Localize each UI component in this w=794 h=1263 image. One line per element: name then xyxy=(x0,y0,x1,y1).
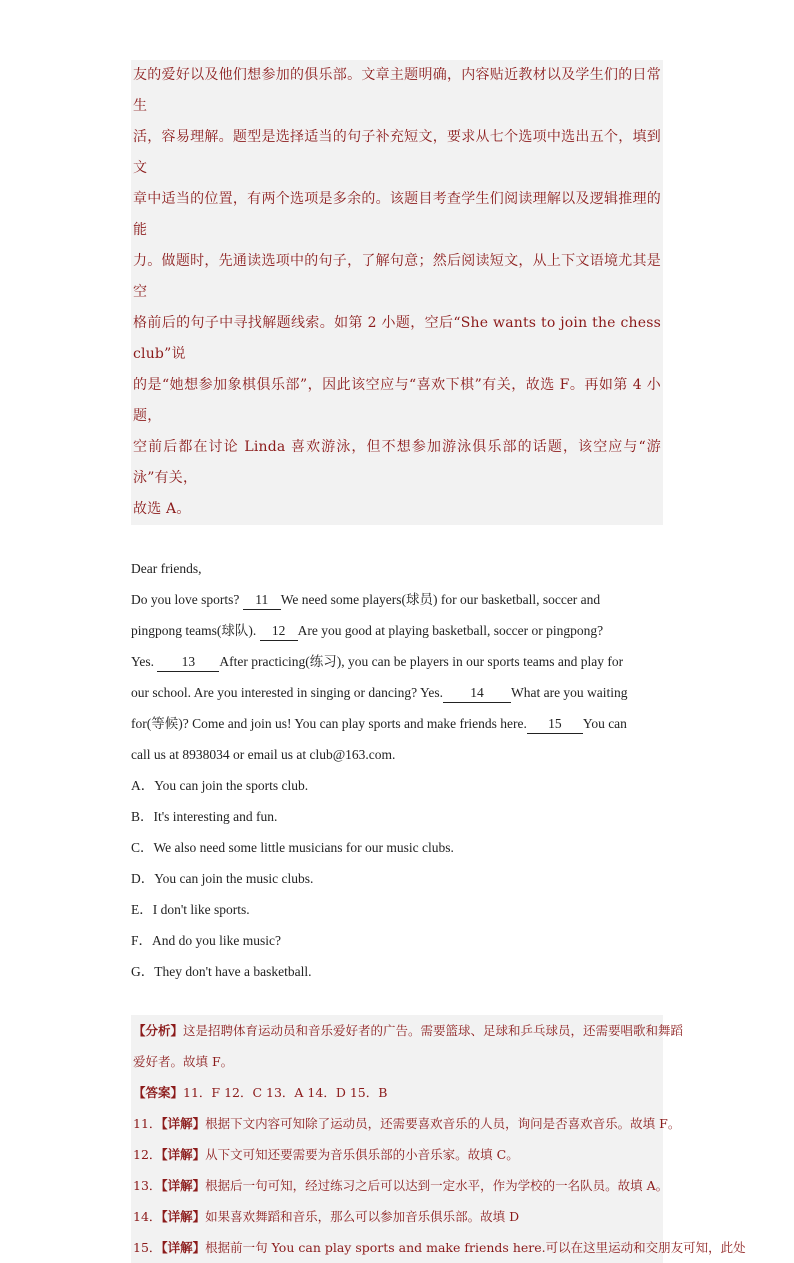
intro-line: 故选 A。 xyxy=(133,501,191,517)
fenxi-row xyxy=(131,1046,663,1077)
detail-tag: 【详解】 xyxy=(161,1240,206,1255)
letter-line xyxy=(131,646,663,677)
answer-analysis-block xyxy=(131,1015,746,1263)
option-e: E．I don't like sports. xyxy=(131,902,250,917)
letter-line xyxy=(131,615,663,646)
option-c: C．We also need some little musicians for our music clubs. xyxy=(131,840,454,855)
intro-line: 活，容易理解。题型是选择适当的句子补充短文，要求从七个选项中选出五个，填到文 xyxy=(133,129,661,176)
option-b: B．It's interesting and fun. xyxy=(131,809,278,824)
letter-line xyxy=(131,584,663,615)
detail-row xyxy=(131,1170,669,1201)
document-page xyxy=(131,60,746,1263)
letter-text: After practicing(练习), you can be players in our sports teams and play for xyxy=(219,654,624,669)
detail-number: 15． xyxy=(133,1240,162,1255)
detail-row xyxy=(131,1139,663,1170)
blank-14: 14 xyxy=(443,684,511,703)
detail-tag: 【详解】 xyxy=(161,1147,206,1162)
letter-text: We need some players(球员) for our basketball, soccer and xyxy=(280,592,601,607)
detail-number: 12． xyxy=(133,1147,162,1162)
letter-text: Do you love sports? xyxy=(131,592,243,607)
letter-passage xyxy=(131,553,663,987)
letter-line: call us at 8938034 or email us at club@163.com. xyxy=(131,747,396,762)
detail-number: 14． xyxy=(133,1209,162,1224)
blank-13: 13 xyxy=(157,653,219,672)
option-f: F．And do you like music? xyxy=(131,933,281,948)
blank-12: 12 xyxy=(260,622,298,641)
option-a: A．You can join the sports club. xyxy=(131,778,309,793)
intro-line: 的是“她想参加象棋俱乐部”，因此该空应与“喜欢下棋”有关，故选 F。再如第 4 小题， xyxy=(133,377,661,424)
option-g: G．They don't have a basketball. xyxy=(131,964,312,979)
blank-11: 11 xyxy=(243,591,281,610)
letter-text: What are you waiting xyxy=(510,685,628,700)
blank-15: 15 xyxy=(527,715,583,734)
detail-row xyxy=(131,1232,746,1263)
intro-line: 力。做题时，先通读选项中的句子，了解句意；然后阅读短文，从上下文语境尤其是空 xyxy=(133,253,661,300)
letter-greeting: Dear friends, xyxy=(131,561,202,576)
answer-text: 11．F 12．C 13．A 14．D 15．B xyxy=(183,1085,388,1100)
detail-tag: 【详解】 xyxy=(161,1116,206,1131)
intro-line: 友的爱好以及他们想参加的俱乐部。文章主题明确，内容贴近教材以及学生们的日常生 xyxy=(133,67,661,114)
detail-text: 根据前一句 You can play sports and make friends here.可以在这里运动和交朋友可知，此处 xyxy=(205,1240,746,1255)
letter-text: You can xyxy=(582,716,627,731)
letter-text: our school. Are you interested in singing or dancing? Yes. xyxy=(131,685,443,700)
detail-text: 根据后一句可知，经过练习之后可以达到一定水平，作为学校的一名队员。故填 A。 xyxy=(205,1178,669,1193)
detail-text: 从下文可知还要需要为音乐俱乐部的小音乐家。故填 C。 xyxy=(205,1147,519,1162)
fenxi-tag: 【分析】 xyxy=(133,1023,184,1038)
detail-row xyxy=(131,1108,681,1139)
detail-number: 11． xyxy=(133,1116,162,1131)
answer-row xyxy=(131,1077,663,1108)
detail-text: 根据下文内容可知除了运动员，还需要喜欢音乐的人员，询问是否喜欢音乐。故填 F。 xyxy=(205,1116,681,1131)
letter-line xyxy=(131,677,663,708)
detail-tag: 【详解】 xyxy=(161,1209,206,1224)
intro-analysis-block xyxy=(131,60,663,525)
intro-line: 章中适当的位置，有两个选项是多余的。该题目考查学生们阅读理解以及逻辑推理的能 xyxy=(133,191,661,238)
intro-line: 格前后的句子中寻找解题线索。如第 2 小题，空后“She wants to join the chess club”说 xyxy=(133,315,661,362)
fenxi-text: 这是招聘体育运动员和音乐爱好者的广告。需要篮球、足球和乒乓球员，还需要唱歌和舞蹈 xyxy=(183,1023,684,1038)
answer-tag: 【答案】 xyxy=(133,1085,184,1100)
detail-number: 13． xyxy=(133,1178,162,1193)
fenxi-text: 爱好者。故填 F。 xyxy=(133,1054,234,1069)
letter-text: Are you good at playing basketball, soccer or pingpong? xyxy=(297,623,604,638)
detail-row xyxy=(131,1201,663,1232)
fenxi-row xyxy=(131,1015,684,1046)
option-d: D．You can join the music clubs. xyxy=(131,871,314,886)
intro-line: 空前后都在讨论 Linda 喜欢游泳，但不想参加游泳俱乐部的话题，该空应与“游泳”有关， xyxy=(133,439,661,486)
letter-text: Yes. xyxy=(131,654,158,669)
detail-tag: 【详解】 xyxy=(161,1178,206,1193)
letter-line xyxy=(131,708,663,739)
letter-text: pingpong teams(球队). xyxy=(131,623,260,638)
detail-text: 如果喜欢舞蹈和音乐，那么可以参加音乐俱乐部。故填 D xyxy=(205,1209,520,1224)
letter-text: for(等候)? Come and join us! You can play sports and make friends here. xyxy=(131,716,527,731)
